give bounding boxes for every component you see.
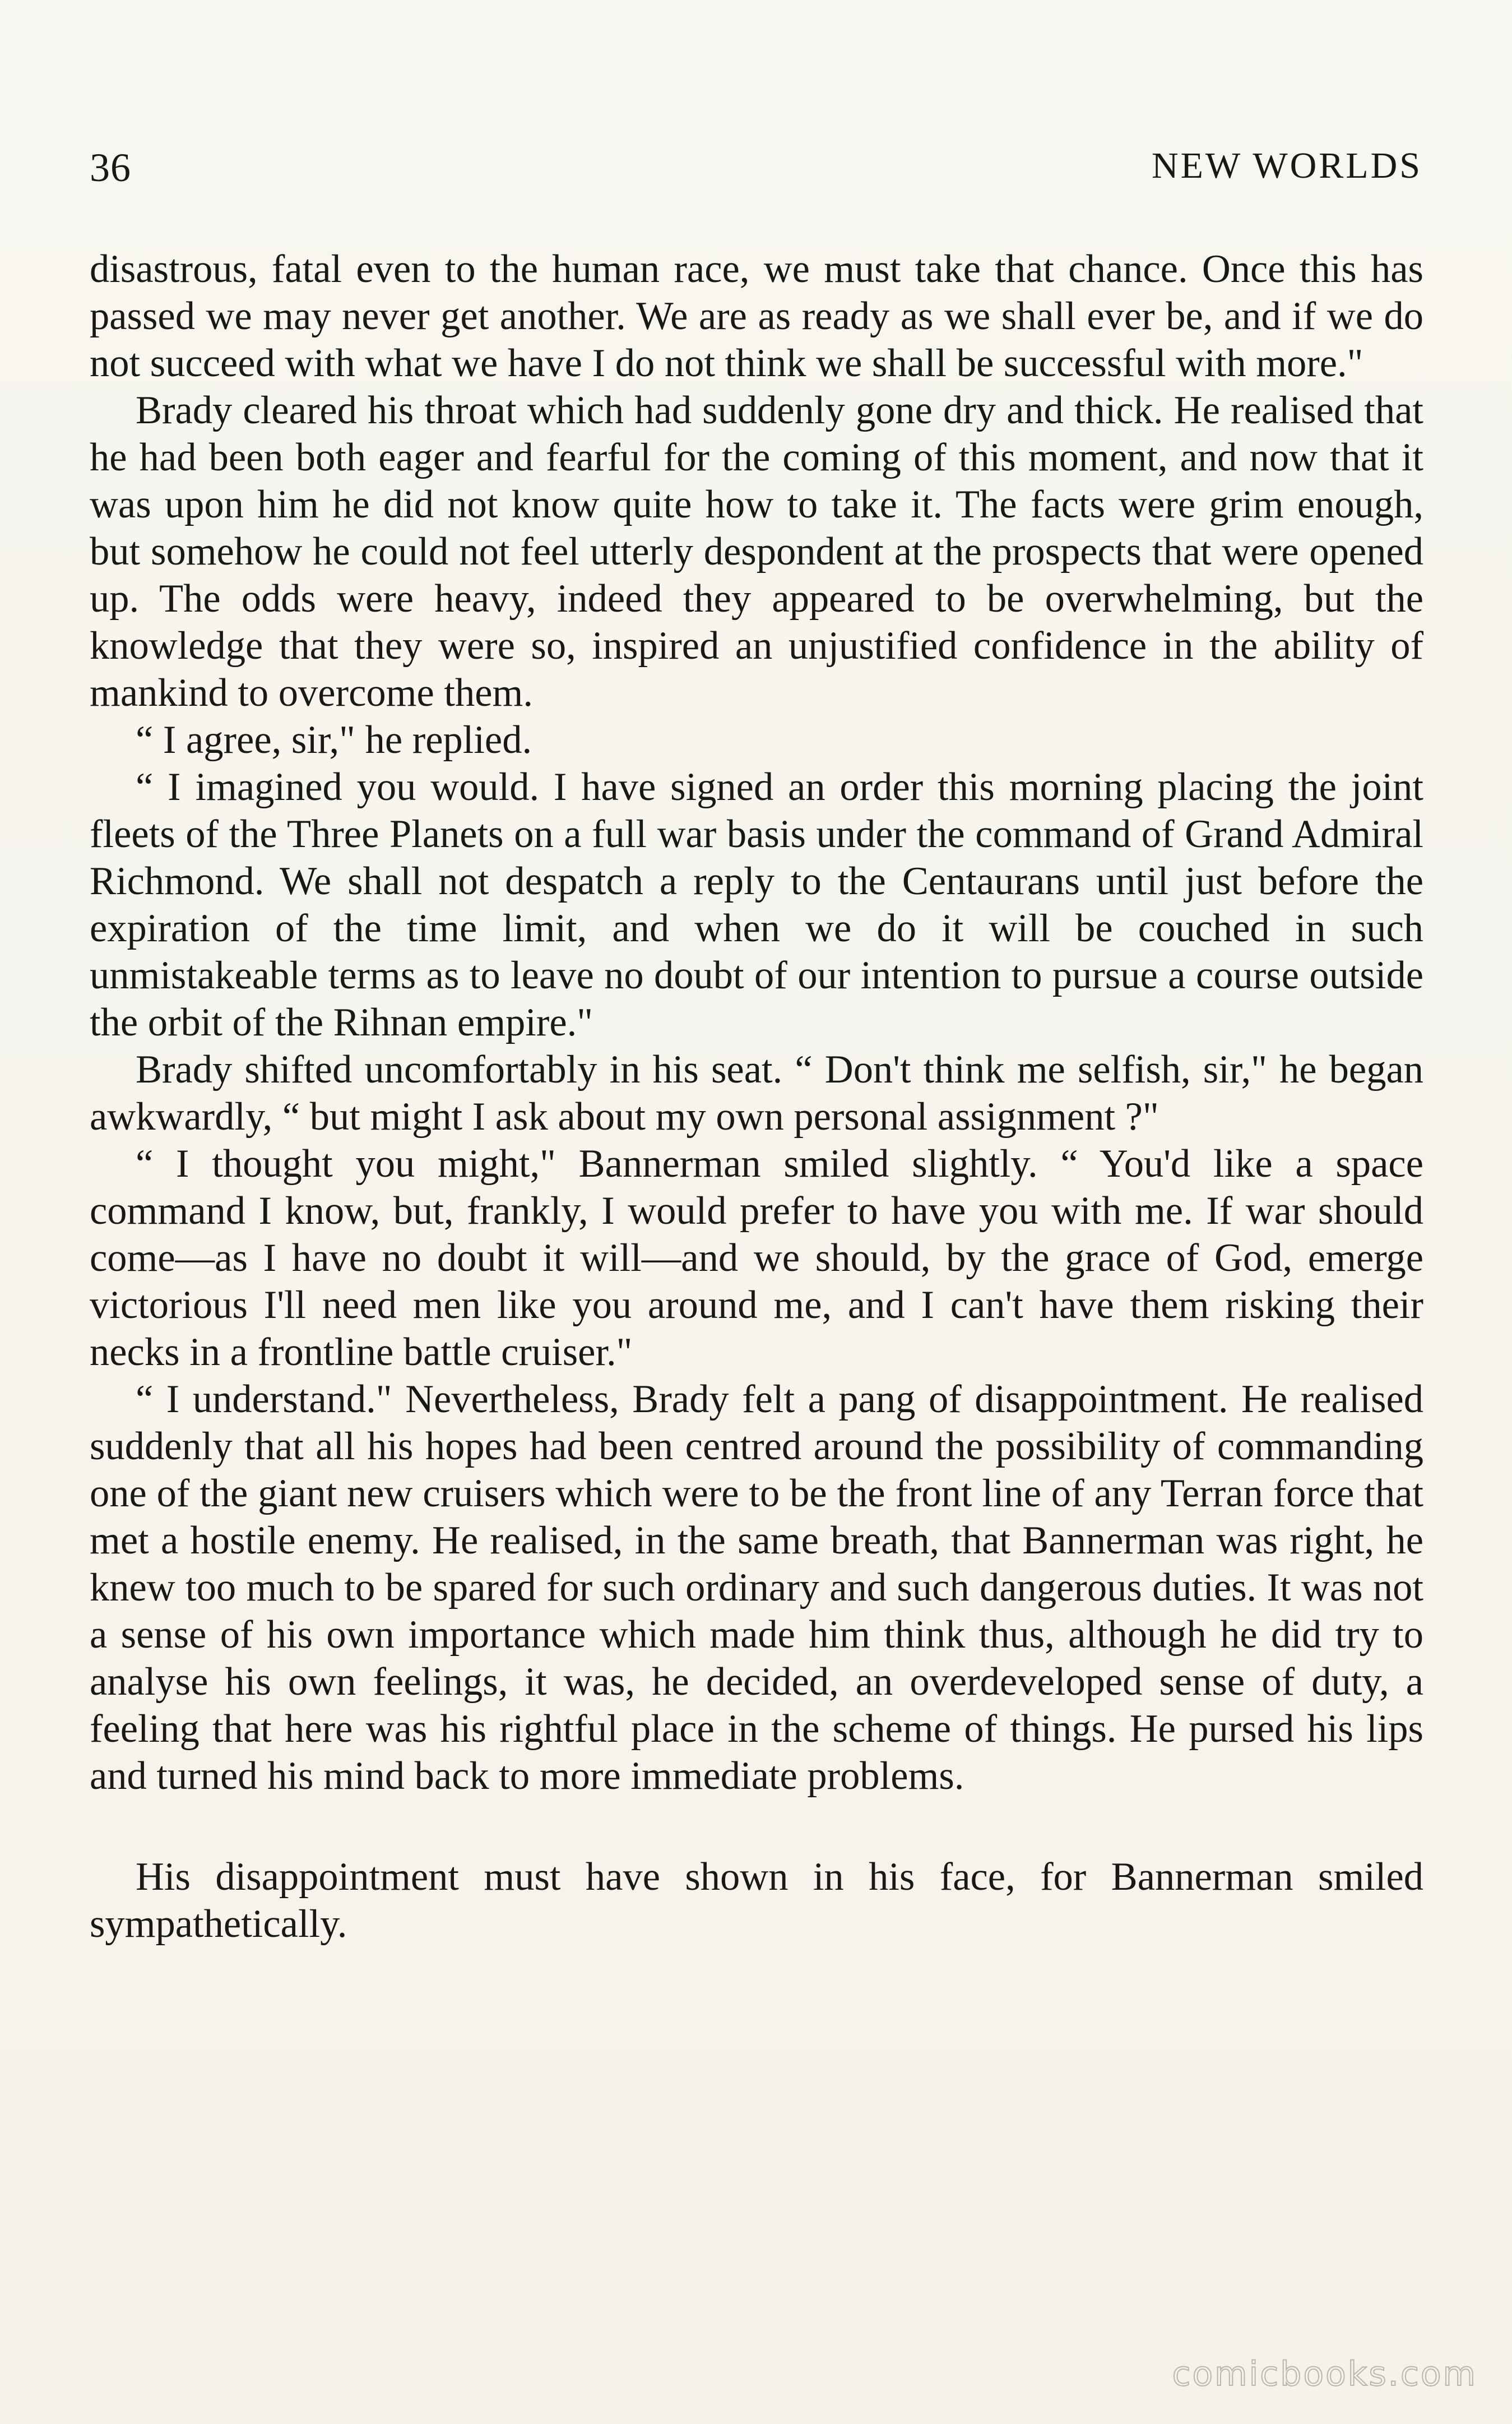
paragraph: “ I imagined you would. I have signed an order this morning placing the joint fleets of the Three Planets on a full war basis under the command of Grand Admiral Richmond. We shall not despatch a reply to the Centaurans until just before the expiration of the time limit, and when we do it will be couched in such unmistakeable terms as to leave no doubt of our intention to pursue a course outside the orbit of the Rihnan empire." [90, 765, 1423, 1044]
paragraph: Brady shifted uncomfortably in his seat. “ Don't think me selfish, sir," he began awkwardly, “ but might I ask about my own personal assignment ?" [90, 1048, 1423, 1139]
page-header [90, 145, 1422, 201]
paragraph: His disappointment must have shown in his face, for Bannerman smiled sympathetically. [90, 1855, 1423, 1946]
paragraph: “ I understand." Nevertheless, Brady felt a pang of disappointment. He realised suddenly that all his hopes had been centred around the possibility of commanding one of the giant new cruisers which were to be the front line of any Terran force that met a hostile enemy. He realised, in the same breath, that Bannerman was right, he knew too much to be spared for such ordinary and such dangerous duties. It was not a sense of his own importance which made him think thus, although he did try to analyse his own feelings, it was, he decided, an overdeveloped sense of duty, a feeling that here was his rightful place in the scheme of things. He pursed his lips and turned his mind back to more immediate problems. [90, 1377, 1423, 1798]
body-text [90, 246, 1423, 1947]
running-head: NEW WORLDS [1151, 145, 1422, 186]
paragraph: Brady cleared his throat which had suddenly gone dry and thick. He realised that he had been both eager and fearful for the coming of this moment, and now that it was upon him he did not know quite how to take it. The facts were grim enough, but somehow he could not feel utterly despondent at the prospects that were opened up. The odds were heavy, indeed they appeared to be overwhelming, but the knowledge that they were so, inspired an unjustified confidence in the ability of mankind to overcome them. [90, 388, 1423, 715]
paragraph: “ I agree, sir," he replied. [136, 718, 532, 762]
paragraph-continued: disastrous, fatal even to the human race, we must take that chance. Once this has passed we may never get another. We are as ready as we shall ever be, and if we do not succeed with what we have I do not think we shall be successful with more." [90, 247, 1423, 385]
paragraph: “ I thought you might," Bannerman smiled slightly. “ You'd like a space command I know, but, frankly, I would prefer to have you with me. If war should come—as I have no doubt it will—and we should, by the grace of God, emerge victorious I'll need men like you around me, and I can't have them risking their necks in a frontline battle cruiser." [90, 1142, 1423, 1374]
watermark: comicbooks.com [1172, 2354, 1477, 2394]
page-number: 36 [90, 145, 131, 190]
